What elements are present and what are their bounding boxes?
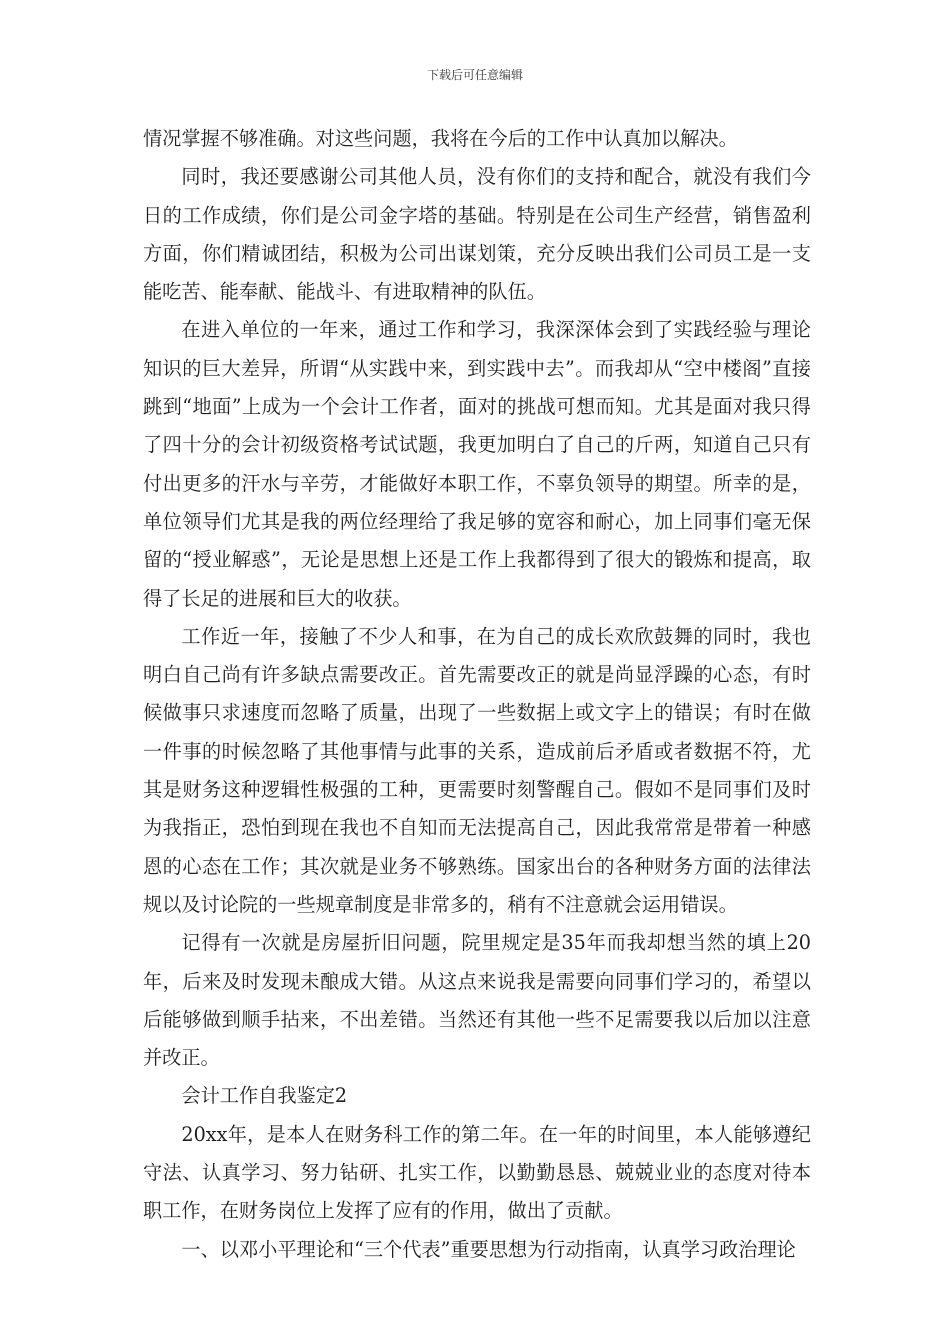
paragraph: 一、以邓小平理论和“三个代表”重要思想为行动指南，认真学习政治理论 (181, 1237, 796, 1261)
section-heading: 会计工作自我鉴定2 (181, 1084, 348, 1108)
paragraph: 记得有一次就是房屋折旧问题，院里规定是35年而我却想当然的填上20年，后来及时发现未酿成大错。从这点来说我是需要向同事们学习的，希望以后能够做到顺手拈来，不出差错。当然还有其他一些不足需要我以后加以注意并改正。 (143, 931, 811, 1070)
paragraph: 情况掌握不够准确。对这些问题，我将在今后的工作中认真加以解决。 (143, 127, 738, 150)
paragraph: 20xx年，是本人在财务科工作的第二年。在一年的时间里，本人能够遵纪守法、认真学习、努力钻研、扎实工作，以勤勤恳恳、兢兢业业的态度对待本职工作，在财务岗位上发挥了应有的作用，做出了贡献。 (143, 1122, 811, 1223)
page-header: 下载后可任意编辑 (426, 68, 523, 82)
paragraph: 在进入单位的一年来，通过工作和学习，我深深体会到了实践经验与理论知识的巨大差异，所谓“从实践中来，到实践中去”。而我却从“空中楼阁”直接跳到“地面”上成为一个会计工作者，面对的挑战可想而知。尤其是面对我只得了四十分的会计初级资格考试试题，我更加明白了自己的斤两，知道自己只有付出更多的汗水与辛劳，才能做好本职工作，不辜负领导的期望。所幸的是，单位领导们尤其是我的两位经理给了我足够的宽容和耐心，加上同事们毫无保留的“授业解惑”，无论是思想上还是工作上我都得到了很大的锻炼和提高，取得了长足的进展和巨大的收获。 (143, 318, 811, 610)
paragraph: 同时，我还要感谢公司其他人员，没有你们的支持和配合，就没有我们今日的工作成绩，你们是公司金字塔的基础。特别是在公司生产经营，销售盈利方面，你们精诚团结，积极为公司出谋划策，充分反映出我们公司员工是一支能吃苦、能奉献、能战斗、有进取精神的队伍。 (143, 165, 811, 304)
paragraph: 工作近一年，接触了不少人和事，在为自己的成长欢欣鼓舞的同时，我也明白自己尚有许多缺点需要改正。首先需要改正的就是尚显浮躁的心态，有时候做事只求速度而忽略了质量，出现了一些数据上或文字上的错误；有时在做一件事的时候忽略了其他事情与此事的关系，造成前后矛盾或者数据不符，尤其是财务这种逻辑性极强的工种，更需要时刻警醒自己。假如不是同事们及时为我指正，恐怕到现在我也不自知而无法提高自己，因此我常常是带着一种感恩的心态在工作；其次就是业务不够熟练。国家出台的各种财务方面的法律法规以及讨论院的一些规章制度是非常多的，稍有不注意就会运用错误。 (143, 624, 811, 916)
document-body (143, 120, 811, 1269)
